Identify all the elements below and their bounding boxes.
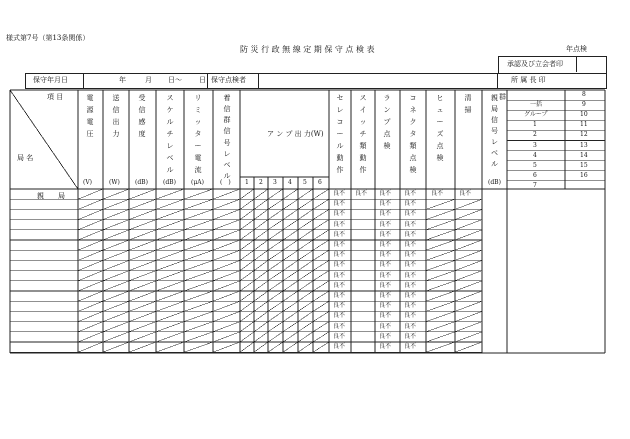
check-char: 掃	[464, 106, 472, 114]
col-char: 流	[194, 166, 202, 174]
group-right: 12	[580, 131, 588, 139]
ok-ng-selecall: 良不	[333, 281, 346, 289]
item-label: 項 目	[47, 93, 64, 101]
col-char: ベ	[166, 154, 174, 162]
parent-level-char: 号	[491, 127, 498, 135]
ok-ng-lamp: 良不	[379, 261, 392, 269]
form-number: 様式第7号（第13条関係）	[6, 34, 90, 42]
group-right: 15	[580, 161, 588, 169]
ok-ng-selecall: 良不	[333, 190, 346, 197]
ok-ng-switch: 良不	[355, 190, 368, 197]
parent-level-char: 親	[491, 94, 498, 102]
ok-ng-lamp: 良不	[379, 322, 392, 330]
col-char: ケ	[166, 106, 174, 114]
check-char: 点	[383, 130, 391, 138]
ok-ng-connector: 良不	[404, 261, 417, 269]
group-header: 群	[499, 93, 506, 101]
group-right: 8	[582, 91, 586, 98]
ok-ng-lamp: 良不	[379, 230, 392, 238]
col-char: ル	[166, 166, 174, 174]
check-char: ー	[336, 130, 344, 138]
check-char: レ	[336, 106, 344, 114]
col-unit: (dB)	[135, 179, 148, 186]
ok-ng-selecall: 良不	[333, 241, 346, 248]
ok-ng-connector: 良不	[404, 281, 417, 289]
ok-ng-lamp: 良不	[379, 190, 392, 197]
col-char: チ	[166, 130, 174, 138]
ok-ng-lamp: 良不	[379, 343, 392, 350]
date-year: 年	[119, 76, 126, 84]
col-char: 力	[112, 130, 120, 138]
amp-num: 6	[318, 179, 322, 186]
group-left: グループ	[524, 111, 548, 119]
group-right: 16	[580, 171, 588, 179]
group-right: 9	[582, 101, 586, 109]
ok-ng-lamp: 良不	[379, 220, 392, 228]
col-unit: (μA)	[191, 179, 204, 186]
check-char: ズ	[436, 130, 444, 138]
col-char: 信	[138, 106, 146, 114]
ok-ng-lamp: 良不	[379, 251, 392, 259]
check-char: 清	[464, 94, 472, 102]
col-char: ッ	[194, 118, 202, 126]
ok-ng-connector: 良不	[404, 343, 417, 350]
date-day-from: 日～	[168, 76, 182, 84]
col-char: ー	[194, 142, 202, 150]
col-char: レ	[166, 142, 174, 150]
group-right: 14	[580, 151, 588, 159]
ok-ng-selecall: 良不	[333, 251, 346, 259]
ok-ng-connector: 良不	[404, 292, 417, 299]
col-char: 圧	[86, 130, 94, 138]
ok-ng-lamp: 良不	[379, 292, 392, 299]
check-char: ュ	[436, 106, 444, 114]
group-left: 2	[533, 131, 537, 139]
ok-ng-lamp: 良不	[379, 332, 392, 340]
col-char: 電	[194, 154, 202, 162]
col-char: リ	[194, 94, 202, 102]
col-char: 出	[112, 118, 120, 126]
group-left: 7	[533, 181, 537, 189]
parent-level-char: ベ	[491, 149, 498, 157]
amp-num: 5	[303, 179, 307, 186]
ok-ng-lamp: 良不	[379, 312, 392, 320]
check-char: ル	[336, 142, 344, 150]
col-char: ベ	[223, 160, 231, 169]
check-char: ス	[359, 94, 367, 102]
col-char: 感	[138, 118, 146, 126]
amp-num: 3	[273, 179, 277, 186]
col-char: 信	[112, 106, 120, 114]
col-char: レ	[223, 149, 231, 158]
check-char: ン	[383, 106, 391, 114]
col-char: 群	[223, 116, 231, 125]
ok-ng-selecall: 良不	[333, 210, 346, 218]
date-day-to: 日	[199, 76, 206, 84]
col-char: 度	[138, 130, 146, 138]
col-char: ル	[166, 118, 174, 126]
check-char: ク	[409, 118, 417, 126]
ok-ng-selecall: 良不	[333, 322, 346, 330]
col-char: 信	[223, 105, 231, 114]
check-char: ッ	[359, 118, 367, 126]
check-char: ー	[436, 118, 444, 126]
col-char: 着	[223, 94, 231, 102]
ok-ng-selecall: 良不	[333, 302, 346, 310]
col-unit: (V)	[83, 179, 93, 186]
form-title: 防 災 行 政 無 線 定 期 保 守 点 検 表	[240, 45, 375, 54]
ok-ng-selecall: 良不	[333, 292, 346, 299]
group-left: 3	[533, 141, 537, 149]
ok-ng-selecall: 良不	[333, 261, 346, 269]
ok-ng-lamp: 良不	[379, 302, 392, 310]
parent-level-unit: (dB)	[488, 179, 501, 186]
check-char: 点	[436, 142, 444, 150]
group-left: 1	[533, 121, 537, 129]
ok-ng-lamp: 良不	[379, 200, 392, 208]
col-unit: (W)	[109, 179, 120, 186]
parent-level-char: 局	[491, 105, 498, 113]
group-left: 一括	[530, 101, 543, 109]
col-char: 電	[86, 94, 94, 102]
check-char: プ	[383, 118, 391, 126]
ok-ng-lamp: 良不	[379, 210, 392, 218]
ok-ng-connector: 良不	[404, 190, 417, 197]
check-char: 点	[409, 154, 417, 162]
check-char: ラ	[383, 94, 391, 102]
ok-ng-selecall: 良不	[333, 200, 346, 208]
ok-ng-selecall: 良不	[333, 230, 346, 238]
check-char: コ	[336, 118, 344, 126]
ok-ng-connector: 良不	[404, 322, 417, 330]
date-month: 月	[145, 76, 152, 84]
amp-num: 4	[288, 179, 292, 186]
maint-date-label: 保守年月日	[33, 76, 68, 84]
col-char: 号	[223, 138, 231, 147]
col-char: 信	[223, 127, 231, 136]
ok-ng-connector: 良不	[404, 332, 417, 340]
check-char: 作	[359, 166, 367, 174]
ok-ng-connector: 良不	[404, 271, 417, 279]
col-char: 源	[86, 106, 94, 114]
amp-num: 2	[259, 179, 263, 186]
manager-label: 所 属 長 印	[511, 76, 546, 84]
group-right: 11	[580, 121, 588, 129]
amp-label: ア ン プ 出 力(W)	[267, 130, 324, 138]
col-char: ル	[223, 172, 231, 180]
col-unit: ( )	[220, 179, 231, 186]
ok-ng-lamp: 良不	[379, 281, 392, 289]
col-char: 電	[86, 118, 94, 126]
ok-ng-selecall: 良不	[333, 220, 346, 228]
station-label: 局 名	[17, 154, 34, 162]
group-left: 6	[533, 171, 537, 179]
parent-level-char: 信	[491, 116, 498, 124]
year-label: 年点検	[566, 45, 587, 53]
col-char: タ	[194, 130, 202, 138]
col-char: 送	[112, 94, 120, 102]
ok-ng-connector: 良不	[404, 312, 417, 320]
group-left: 5	[533, 161, 537, 169]
ok-ng-lamp: 良不	[379, 241, 392, 248]
check-char: ネ	[409, 106, 417, 114]
amp-num: 1	[245, 179, 249, 186]
check-char: 検	[409, 166, 417, 174]
ok-ng-selecall: 良不	[333, 312, 346, 320]
check-char: タ	[409, 130, 417, 138]
check-char: イ	[359, 106, 367, 114]
col-char: ス	[166, 94, 174, 102]
approver-label: 承認及び立会者印	[507, 60, 563, 68]
col-unit: (dB)	[163, 179, 176, 186]
check-char: チ	[359, 130, 367, 138]
check-char: ヒ	[436, 94, 444, 102]
ok-ng-selecall: 良不	[333, 332, 346, 340]
check-char: 類	[409, 142, 417, 150]
group-right: 13	[580, 141, 588, 149]
parent-level-char: レ	[491, 138, 498, 146]
ok-ng-connector: 良不	[404, 302, 417, 310]
ok-ng-selecall: 良不	[333, 271, 346, 279]
check-char: 作	[336, 166, 344, 174]
check-char: 類	[359, 142, 367, 150]
check-char: コ	[409, 94, 417, 102]
ok-ng-connector: 良不	[404, 241, 417, 248]
ok-ng-clean: 良不	[459, 190, 472, 197]
parent-station-label: 親 局	[37, 192, 65, 200]
inspector-label: 保守点検者	[211, 76, 246, 84]
group-left: 4	[533, 151, 537, 159]
parent-level-char: ル	[491, 160, 498, 168]
check-char: セ	[336, 94, 344, 102]
ok-ng-selecall: 良不	[333, 343, 346, 350]
check-char: 検	[436, 154, 444, 162]
ok-ng-connector: 良不	[404, 210, 417, 218]
ok-ng-connector: 良不	[404, 230, 417, 238]
ok-ng-connector: 良不	[404, 220, 417, 228]
check-char: 動	[336, 154, 344, 162]
check-char: 動	[359, 154, 367, 162]
col-char: 受	[138, 94, 146, 102]
ok-ng-connector: 良不	[404, 200, 417, 208]
group-right: 10	[580, 111, 588, 119]
ok-ng-connector: 良不	[404, 251, 417, 259]
ok-ng-lamp: 良不	[379, 271, 392, 279]
ok-ng-fuse: 良不	[431, 190, 444, 197]
col-char: ミ	[194, 106, 202, 114]
check-char: 検	[383, 142, 391, 150]
